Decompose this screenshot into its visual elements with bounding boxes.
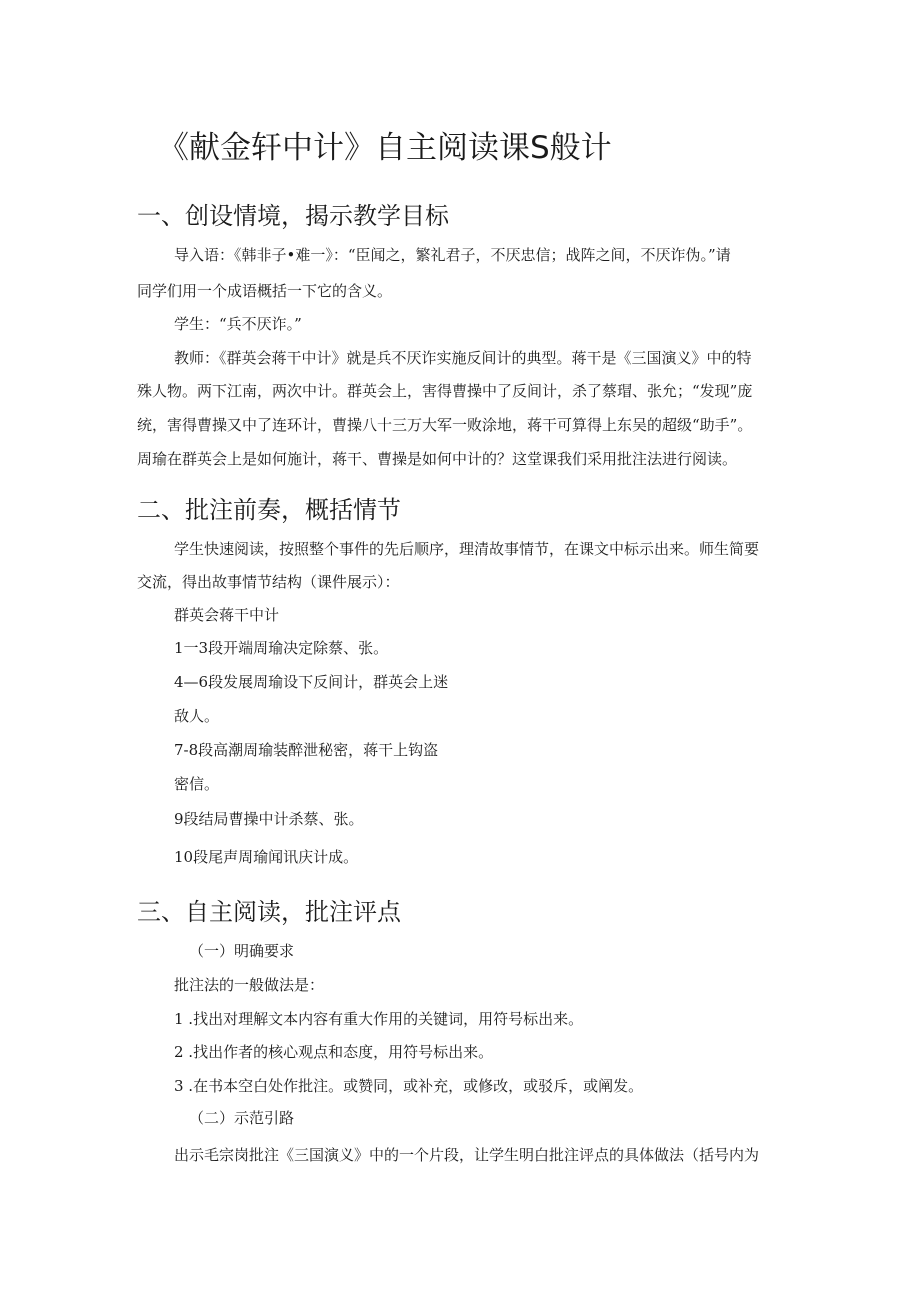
plot-item: 1一3段开端周瑜决定除蔡、张。: [174, 639, 389, 657]
section-1-heading: 一、创设情境，揭示教学目标: [137, 202, 449, 230]
subsection-heading: （二）示范引路: [189, 1109, 295, 1127]
plot-item: 9段结局曹操中计杀蔡、张。: [174, 810, 364, 828]
section-2-paragraph: 交流，得出故事情节结构（课件展示）：: [137, 573, 400, 591]
section-3-heading: 三、自主阅读，批注评点: [137, 898, 401, 926]
method-item: 1 .找出对理解文本内容有重大作用的关键词，用符号标出来。: [174, 1010, 584, 1028]
section-1-paragraph: 导入语：《韩非子•难一》：“臣闻之，繁礼君子，不厌忠信；战阵之间，不厌诈伪。”请: [174, 246, 731, 264]
section-1-paragraph: 学生：“兵不厌诈。”: [174, 315, 302, 333]
section-2-paragraph: 学生快速阅读，按照整个事件的先后顺序，理清故事情节，在课文中标示出来。师生简要: [174, 540, 760, 558]
section-1-paragraph: 周瑜在群英会上是如何施计，蒋干、曹操是如何中计的？这堂课我们采用批注法进行阅读。: [137, 450, 738, 468]
section-3-paragraph: 出示毛宗岗批注《三国演义》中的一个片段，让学生明白批注评点的具体做法（括号内为: [174, 1146, 760, 1164]
section-1-paragraph: 教师：《群英会蒋干中计》就是兵不厌诈实施反间计的典型。蒋干是《三国演义》中的特: [174, 349, 752, 367]
plot-item: 4—6段发展周瑜设下反间计，群英会上迷: [174, 673, 449, 691]
subsection-heading: （一）明确要求: [189, 942, 295, 960]
method-item: 2 .找出作者的核心观点和态度，用符号标出来。: [174, 1043, 494, 1061]
section-1-paragraph: 同学们用一个成语概括一下它的含义。: [137, 282, 393, 300]
document-title: 《献金轩中计》自主阅读课S般计: [158, 130, 612, 166]
plot-item: 10段尾声周瑜闻讯庆计成。: [174, 848, 359, 866]
section-3-paragraph: 批注法的一般做法是：: [174, 976, 325, 994]
section-2-heading: 二、批注前奏，概括情节: [137, 496, 401, 524]
plot-item-continued: 敌人。: [174, 707, 220, 725]
section-1-paragraph: 统，害得曹操又中了连环计，曹操八十三万大军一败涂地，蒋干可算得上东吴的超级“助手”。: [137, 416, 753, 434]
plot-item: 7-8段高潮周瑜装醉泄秘密，蒋干上钩盗: [174, 741, 439, 759]
method-item: 3 .在书本空白处作批注。或赞同，或补充，或修改，或驳斥，或阐发。: [174, 1077, 644, 1095]
section-2-list-heading: 群英会蒋干中计: [174, 606, 280, 624]
plot-item-continued: 密信。: [174, 775, 220, 793]
section-1-paragraph: 殊人物。两下江南，两次中计。群英会上，害得曹操中了反间计，杀了蔡瑁、张允；“发现”庞: [137, 382, 753, 400]
